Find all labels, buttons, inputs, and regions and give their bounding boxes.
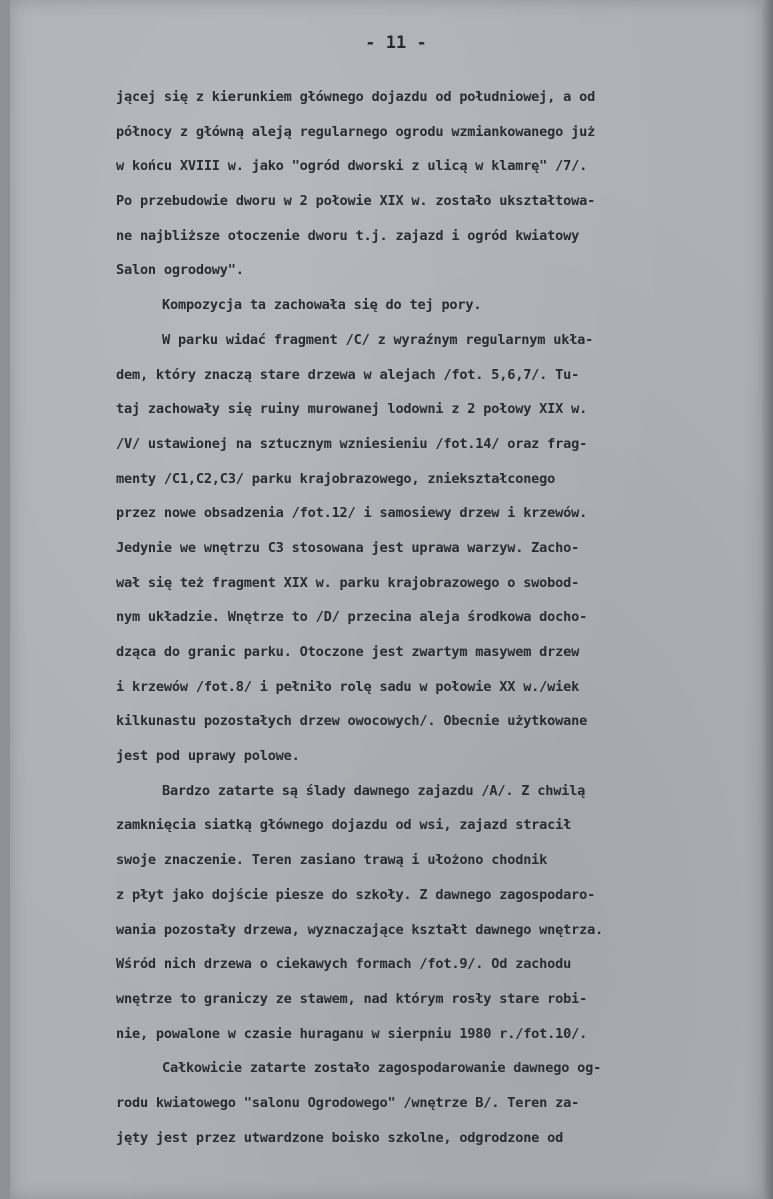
text-line: Wśród nich drzewa o ciekawych formach /fot.9/. Od zachodu (116, 956, 572, 973)
document-page (10, 0, 762, 1199)
text-line: wania pozostały drzewa, wyznaczające kształt dawnego wnętrza. (116, 921, 604, 938)
text-line: wnętrze to graniczy ze stawem, nad którym rosły stare robi- (116, 990, 588, 1007)
text-line: Jedynie we wnętrzu C3 stosowana jest uprawa warzyw. Zacho- (116, 539, 580, 556)
scan-left-edge (0, 0, 10, 1199)
text-line: północy z główną aleją regularnego ogrodu wzmiankowanego już (116, 123, 596, 140)
scan-right-edge (762, 0, 773, 1199)
text-line: wał się też fragment XIX w. parku krajobrazowego o swobod- (116, 574, 580, 591)
text-line: nie, powalone w czasie huraganu w sierpniu 1980 r./fot.10/. (116, 1025, 588, 1042)
text-line: dząca do granic parku. Otoczone jest zwartym masywem drzew (116, 644, 580, 660)
text-line: ne najbliższe otoczenie dworu t.j. zajazd i ogród kwiatowy (116, 227, 580, 244)
text-line: w końcu XVIII w. jako "ogród dworski z ulicą w klamrę" /7/. (116, 158, 588, 175)
text-line: i krzewów /fot.8/ i pełniło rolę sadu w połowie XX w./wiek (116, 678, 580, 695)
text-line: Po przebudowie dworu w 2 połowie XIX w. zostało ukształtowa- (116, 193, 596, 210)
text-line: jest pod uprawy polowe. (116, 748, 300, 765)
text-line: nym układzie. Wnętrze to /D/ przecina aleja środkowa docho- (116, 609, 588, 626)
text-line: rodu kwiatowego "salonu Ogrodowego" /wnętrze B/. Teren za- (116, 1094, 580, 1111)
text-line: Kompozycja ta zachowała się do tej pory. (162, 297, 482, 314)
text-line: z płyt jako dojście piesze do szkoły. Z dawnego zagospodaro- (116, 886, 596, 903)
text-line: jęty jest przez utwardzone boisko szkolne, odgrodzone od (116, 1129, 564, 1146)
page-number: - 11 - (365, 33, 427, 53)
text-line: W parku widać fragment /C/ z wyraźnym regularnym ukła- (162, 331, 594, 348)
body-text (116, 86, 766, 1161)
text-line: swoje znaczenie. Teren zasiano trawą i ułożono chodnik (116, 852, 548, 869)
text-line: Całkowicie zatarte zostało zagospodarowanie dawnego og- (162, 1060, 602, 1077)
text-line: zamknięcia siatką głównego dojazdu od wsi, zajazd stracił (116, 817, 572, 834)
text-line: Salon ogrodowy". (116, 262, 244, 279)
text-line: /V/ ustawionej na sztucznym wzniesieniu /fot.14/ oraz frag- (116, 435, 588, 452)
text-line: taj zachowały się ruiny murowanej lodowni z 2 połowy XIX w. (116, 401, 588, 418)
text-line: przez nowe obsadzenia /fot.12/ i samosiewy drzew i krzewów. (116, 505, 588, 522)
text-line: menty /C1,C2,C3/ parku krajobrazowego, zniekształconego (116, 470, 556, 487)
text-line: kilkunastu pozostałych drzew owocowych/. Obecnie użytkowane (116, 713, 588, 730)
text-line: jącej się z kierunkiem głównego dojazdu od południowej, a od (116, 89, 596, 105)
text-line: Bardzo zatarte są ślady dawnego zajazdu /A/. Z chwilą (162, 782, 586, 799)
text-line: dem, który znaczą stare drzewa w alejach /fot. 5,6,7/. Tu- (116, 366, 580, 383)
